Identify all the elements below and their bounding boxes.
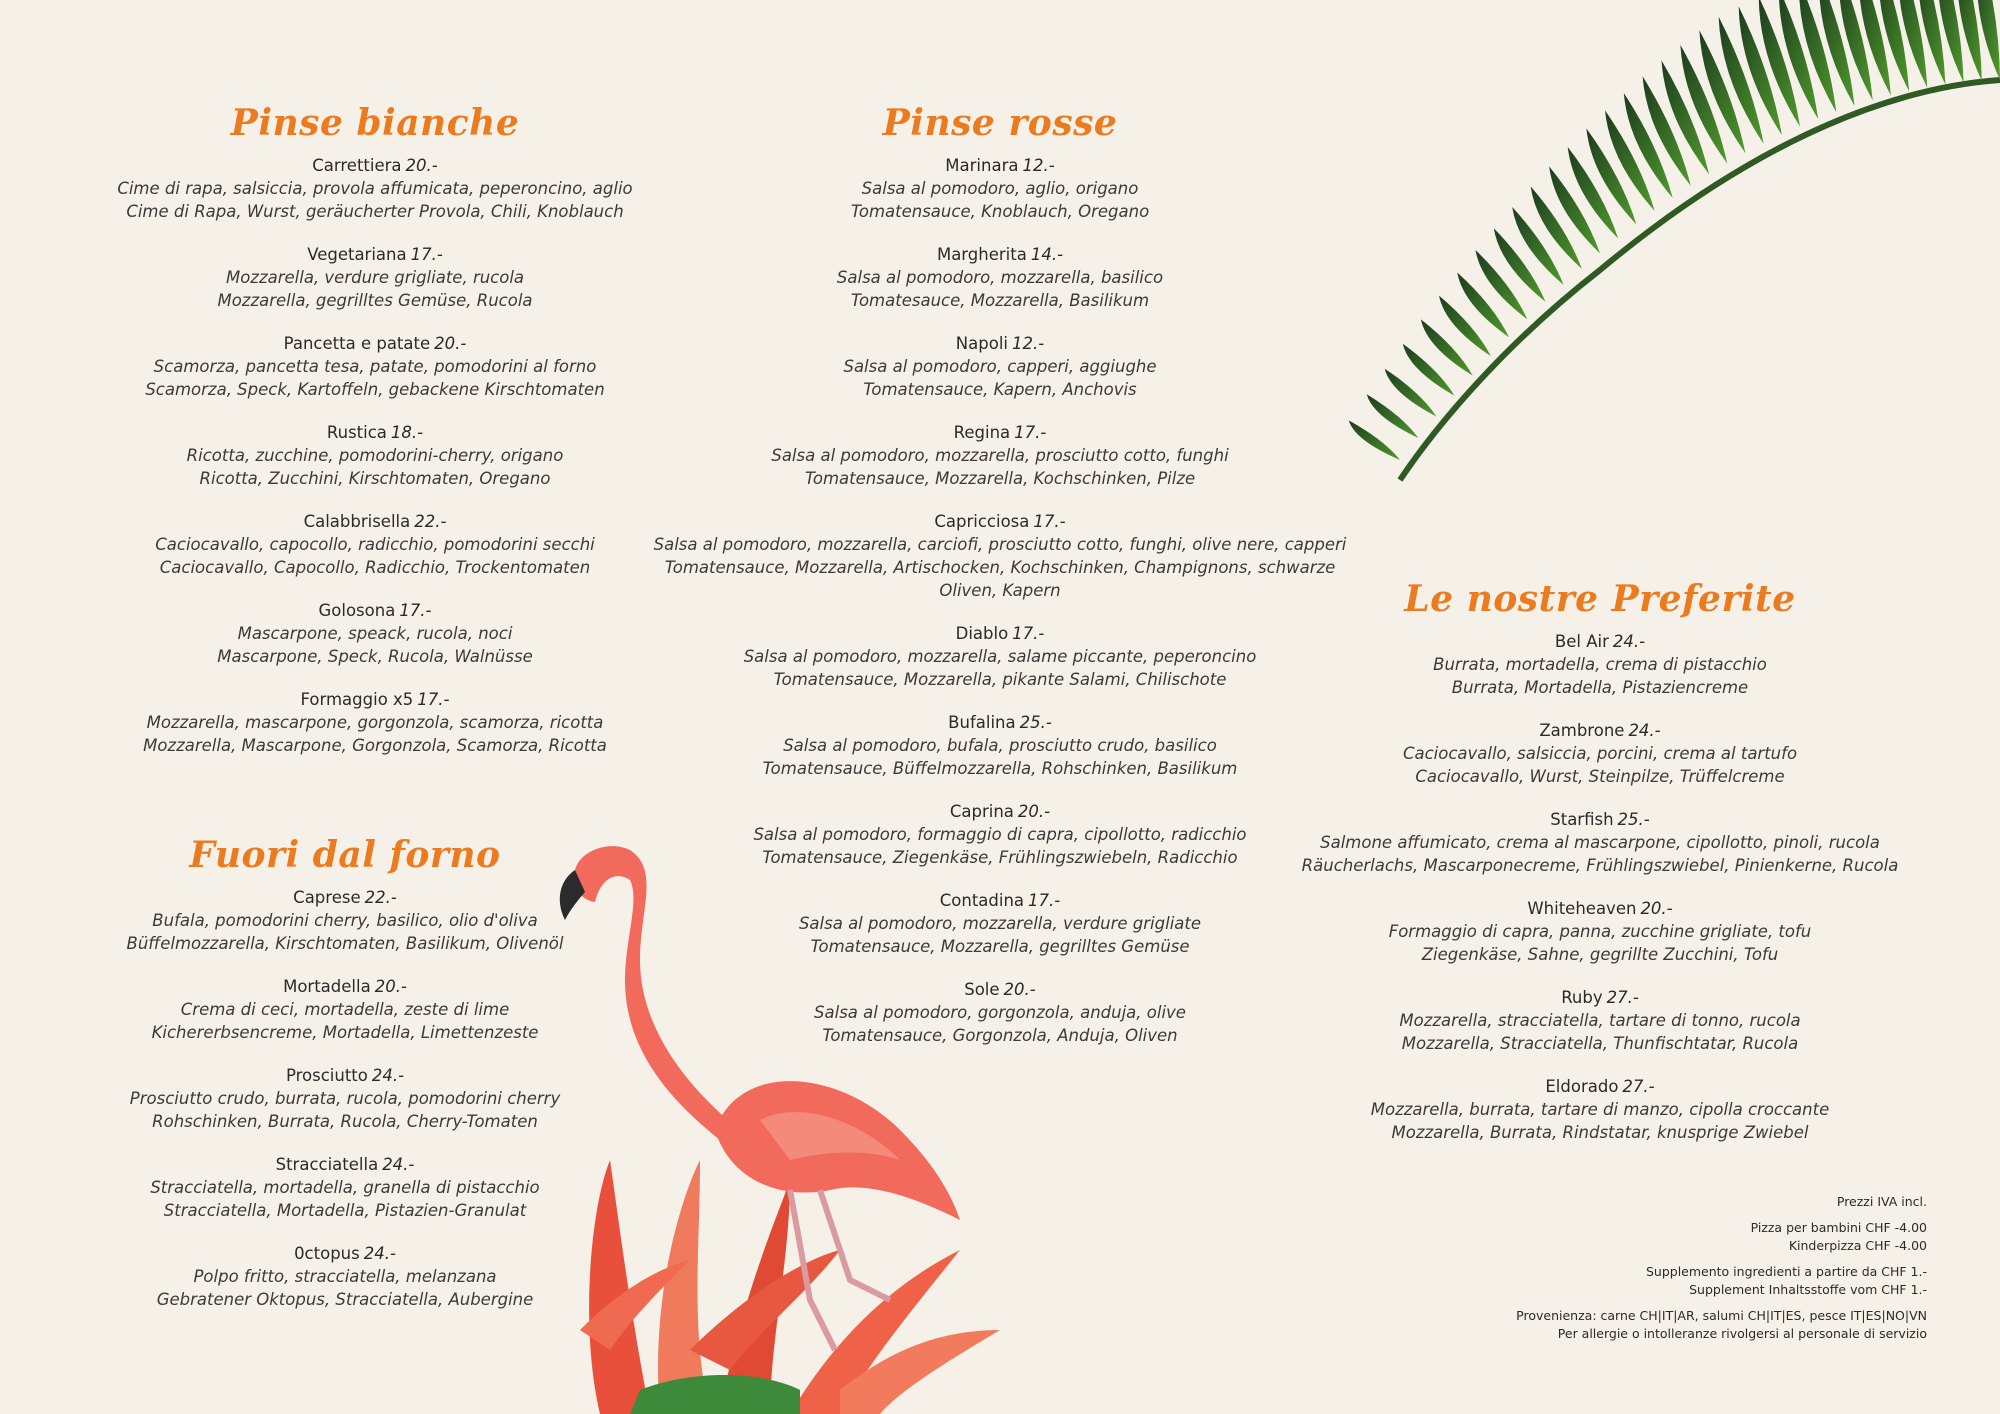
- menu-item-title: [100, 154, 650, 177]
- menu-item: [1290, 719, 1910, 788]
- menu-item-description-de: Tomatensauce, Mozzarella, Kochschinken, Pilze: [804, 469, 1196, 488]
- menu-item-price: 20.-: [1017, 802, 1051, 821]
- menu-item-title: [100, 599, 650, 622]
- footer-notes: [1516, 1193, 1927, 1351]
- menu-item-name: Formaggio x5: [300, 690, 414, 709]
- section-le-nostre-preferite: [1290, 578, 1910, 1164]
- menu-item-name: Rustica: [326, 423, 387, 442]
- menu-item-description-de: Cime di Rapa, Wurst, geräucherter Provola, Chili, Knoblauch: [126, 202, 624, 221]
- allergy-note: Per allergie o intolleranze rivolgersi al personale di servizio: [1557, 1326, 1927, 1341]
- menu-item-title: [650, 978, 1350, 1001]
- menu-item-name: Whiteheaven: [1527, 899, 1637, 918]
- menu-item-title: [650, 711, 1350, 734]
- menu-item-title: [650, 800, 1350, 823]
- menu-item-name: Golosona: [318, 601, 396, 620]
- menu-item-description-de: Gebratener Oktopus, Stracciatella, Aubergine: [156, 1290, 534, 1309]
- menu-item: [1290, 1075, 1910, 1144]
- menu-item-description-it: Caciocavallo, capocollo, radicchio, pomodorini secchi: [155, 535, 595, 554]
- menu-item-price: 14.-: [1030, 245, 1064, 264]
- menu-item: [100, 599, 650, 668]
- menu-item-title: [110, 975, 580, 998]
- menu-item-name: Margherita: [936, 245, 1027, 264]
- menu-item-description-de: Stracciatella, Mortadella, Pistazien-Granulat: [163, 1201, 527, 1220]
- menu-item-description-it: Salsa al pomodoro, gorgonzola, anduja, olive: [814, 1003, 1186, 1022]
- menu-item-name: Prosciutto: [285, 1066, 368, 1085]
- menu-item-description-it: Burrata, mortadella, crema di pistacchio: [1433, 655, 1767, 674]
- menu-item: [650, 622, 1350, 691]
- menu-item-price: 27.-: [1622, 1077, 1655, 1096]
- menu-item-name: Vegetariana: [307, 245, 407, 264]
- menu-item-name: Marinara: [945, 156, 1019, 175]
- menu-item-description-it: Mascarpone, speack, rucola, noci: [237, 624, 513, 643]
- menu-item-price: 18.-: [390, 423, 424, 442]
- menu-item: [650, 332, 1350, 401]
- palm-leaf-illustration: [1300, 0, 2000, 490]
- menu-item-description-it: Bufala, pomodorini cherry, basilico, olio d'oliva: [152, 911, 538, 930]
- menu-item-title: [650, 332, 1350, 355]
- menu-item-description-de: Mascarpone, Speck, Rucola, Walnüsse: [217, 647, 533, 666]
- menu-item-description-it: Stracciatella, mortadella, granella di pistacchio: [150, 1178, 540, 1197]
- menu-item-price: 17.-: [410, 245, 443, 264]
- menu-item-description-it: Ricotta, zucchine, pomodorini-cherry, origano: [186, 446, 564, 465]
- menu-item-description-de: Tomatesauce, Mozzarella, Basilikum: [850, 291, 1150, 310]
- palm-leaflet: [1367, 394, 1418, 438]
- section-fuori-dal-forno: [110, 834, 580, 1331]
- menu-item-name: Diablo: [955, 624, 1009, 643]
- menu-item: [100, 332, 650, 401]
- menu-item-name: Sole: [964, 980, 1000, 999]
- menu-item-title: [110, 1242, 580, 1265]
- menu-item-price: 17.-: [417, 690, 450, 709]
- menu-item-price: 24.-: [371, 1066, 405, 1085]
- menu-item-description-de: Büffelmozzarella, Kirschtomaten, Basilikum, Olivenöl: [126, 934, 564, 953]
- menu-item-name: Caprina: [949, 802, 1014, 821]
- menu-item-description-it: Formaggio di capra, panna, zucchine grigliate, tofu: [1388, 922, 1812, 941]
- menu-item: [650, 243, 1350, 312]
- menu-item-title: [1290, 897, 1910, 920]
- menu-item-description-de: Räucherlachs, Mascarponecreme, Frühlingszwiebel, Pinienkerne, Rucola: [1301, 856, 1899, 875]
- menu-item-description-it: Salsa al pomodoro, mozzarella, carciofi, prosciutto cotto, funghi, olive nere, capperi: [653, 535, 1347, 554]
- menu-item-price: 20.-: [1003, 980, 1036, 999]
- menu-item-name: Napoli: [955, 334, 1008, 353]
- menu-item-price: 17.-: [1033, 512, 1066, 531]
- menu-item: [110, 1064, 580, 1133]
- menu-item-name: 0ctopus: [294, 1244, 360, 1263]
- menu-item-name: Capricciosa: [934, 512, 1030, 531]
- menu-item-title: [110, 1064, 580, 1087]
- menu-item: [650, 889, 1350, 958]
- menu-item: [650, 800, 1350, 869]
- menu-item: [650, 510, 1350, 602]
- menu-item-description-it: Prosciutto crudo, burrata, rucola, pomodorini cherry: [129, 1089, 561, 1108]
- menu-item: [100, 421, 650, 490]
- origin-note: Provenienza: carne CH|IT|AR, salumi CH|IT|ES, pesce IT|ES|NO|VN: [1516, 1308, 1927, 1323]
- menu-item-description-it: Salsa al pomodoro, mozzarella, prosciutto cotto, funghi: [771, 446, 1229, 465]
- menu-item-title: [1290, 986, 1910, 1009]
- menu-item-description-it: Salsa al pomodoro, capperi, aggiughe: [843, 357, 1157, 376]
- menu-item-title: [1290, 808, 1910, 831]
- menu-item-title: [650, 421, 1350, 444]
- menu-item-name: Bel Air: [1554, 632, 1609, 651]
- menu-item: [100, 688, 650, 757]
- supplement-note-de: Supplement Inhaltsstoffe vom CHF 1.-: [1689, 1282, 1927, 1297]
- menu-item-name: Stracciatella: [275, 1155, 379, 1174]
- section-pinse-bianche: [100, 102, 650, 777]
- menu-item-description-de: Kichererbsencreme, Mortadella, Limettenzeste: [151, 1023, 539, 1042]
- menu-item-price: 17.-: [1014, 423, 1047, 442]
- menu-item-name: Pancetta e patate: [283, 334, 431, 353]
- menu-item-description-de: Tomatensauce, Büffelmozzarella, Rohschinken, Basilikum: [762, 759, 1238, 778]
- menu-item-price: 22.-: [364, 888, 397, 907]
- menu-item-title: [110, 1153, 580, 1176]
- menu-item-description-de: Mozzarella, Burrata, Rindstatar, knusprige Zwiebel: [1391, 1123, 1809, 1142]
- menu-item-price: 25.-: [1019, 713, 1052, 732]
- menu-item-description-de: Mozzarella, Stracciatella, Thunfischtatar, Rucola: [1401, 1034, 1799, 1053]
- section-title: Pinse bianche: [230, 102, 520, 144]
- menu-item-price: 20.-: [374, 977, 407, 996]
- menu-item-description-it: Cime di rapa, salsiccia, provola affumicata, peperoncino, aglio: [117, 179, 633, 198]
- menu-item-title: [1290, 719, 1910, 742]
- menu-item-description-de: Mozzarella, Mascarpone, Gorgonzola, Scamorza, Ricotta: [143, 736, 607, 755]
- menu-item: [650, 711, 1350, 780]
- menu-item-title: [1290, 1075, 1910, 1098]
- menu-item-description-de: Ziegenkäse, Sahne, gegrillte Zucchini, Tofu: [1421, 945, 1779, 964]
- menu-item-description-it: Mozzarella, burrata, tartare di manzo, cipolla croccante: [1370, 1100, 1830, 1119]
- menu-item-price: 27.-: [1606, 988, 1639, 1007]
- menu-item: [1290, 986, 1910, 1055]
- menu-item-description-it: Salsa al pomodoro, mozzarella, salame piccante, peperoncino: [743, 647, 1257, 666]
- menu-item: [650, 421, 1350, 490]
- menu-item-title: [650, 243, 1350, 266]
- menu-item-price: 17.-: [1028, 891, 1061, 910]
- menu-item-description-it: Polpo fritto, stracciatella, melanzana: [193, 1267, 497, 1286]
- menu-item: [1290, 630, 1910, 699]
- menu-item-name: Eldorado: [1545, 1077, 1619, 1096]
- menu-item-name: Caprese: [293, 888, 361, 907]
- menu-item-description-de: Caciocavallo, Wurst, Steinpilze, Trüffelcreme: [1415, 767, 1785, 786]
- menu-item-title: [650, 154, 1350, 177]
- menu-item-description-de: Scamorza, Speck, Kartoffeln, gebackene Kirschtomaten: [145, 380, 605, 399]
- menu-item-description-de: Ricotta, Zucchini, Kirschtomaten, Oregano: [199, 469, 551, 488]
- menu-item-description-de: Tomatensauce, Gorgonzola, Anduja, Oliven: [822, 1026, 1178, 1045]
- menu-item: [100, 243, 650, 312]
- vat-note: Prezzi IVA incl.: [1836, 1194, 1927, 1209]
- menu-item-price: 12.-: [1012, 334, 1045, 353]
- menu-item-description-de: Tomatensauce, Ziegenkäse, Frühlingszwiebeln, Radicchio: [762, 848, 1238, 867]
- menu-item-price: 17.-: [399, 601, 432, 620]
- menu-item-title: [100, 421, 650, 444]
- menu-item-description-it: Mozzarella, stracciatella, tartare di tonno, rucola: [1399, 1011, 1801, 1030]
- menu-item: [110, 975, 580, 1044]
- menu-item: [1290, 897, 1910, 966]
- menu-item-price: 17.-: [1012, 624, 1045, 643]
- menu-item-name: Mortadella: [283, 977, 371, 996]
- menu-item-description-it: Salmone affumicato, crema al mascarpone, cipollotto, pinoli, rucola: [1320, 833, 1880, 852]
- menu-item-title: [100, 510, 650, 533]
- menu-item: [650, 978, 1350, 1047]
- menu-item: [100, 510, 650, 579]
- menu-item-title: [650, 889, 1350, 912]
- menu-item-description-de: Tomatensauce, Kapern, Anchovis: [863, 380, 1137, 399]
- menu-item-price: 24.-: [1628, 721, 1661, 740]
- menu-item: [110, 886, 580, 955]
- menu-item-title: [100, 243, 650, 266]
- menu-item-price: 22.-: [414, 512, 447, 531]
- menu-item-name: Zambrone: [1539, 721, 1625, 740]
- menu-item-price: 20.-: [1640, 899, 1673, 918]
- menu-item-description-it: Salsa al pomodoro, formaggio di capra, cipollotto, radicchio: [753, 825, 1247, 844]
- menu-item-title: [650, 510, 1350, 533]
- menu-item-name: Calabbrisella: [303, 512, 411, 531]
- menu-item-description-it: Mozzarella, verdure grigliate, rucola: [225, 268, 525, 287]
- section-title: Fuori dal forno: [189, 834, 501, 876]
- menu-item-price: 12.-: [1022, 156, 1055, 175]
- menu-item-description-it: Salsa al pomodoro, mozzarella, basilico: [836, 268, 1164, 287]
- menu-item-price: 24.-: [363, 1244, 396, 1263]
- menu-item-description-de: Burrata, Mortadella, Pistaziencreme: [1451, 678, 1749, 697]
- menu-item-description-de: Caciocavallo, Capocollo, Radicchio, Trockentomaten: [159, 558, 591, 577]
- menu-item-price: 20.-: [405, 156, 438, 175]
- menu-item-description-de: Tomatensauce, Mozzarella, pikante Salami, Chilischote: [773, 670, 1227, 689]
- menu-item-price: 24.-: [382, 1155, 415, 1174]
- menu-item-description-it: Crema di ceci, mortadella, zeste di lime: [180, 1000, 510, 1019]
- menu-item-title: [1290, 630, 1910, 653]
- kids-pizza-note-it: Pizza per bambini CHF -4.00: [1750, 1220, 1927, 1235]
- menu-item: [100, 154, 650, 223]
- palm-leaflet: [1349, 420, 1400, 460]
- menu-item-title: [100, 332, 650, 355]
- menu-item-description-it: Salsa al pomodoro, bufala, prosciutto crudo, basilico: [783, 736, 1217, 755]
- menu-item-name: Bufalina: [948, 713, 1016, 732]
- menu-item-title: [100, 688, 650, 711]
- menu-item-description-it: Salsa al pomodoro, aglio, origano: [861, 179, 1139, 198]
- menu-item-title: [650, 622, 1350, 645]
- menu-item: [650, 154, 1350, 223]
- menu-item-description-it: Salsa al pomodoro, mozzarella, verdure grigliate: [798, 914, 1202, 933]
- menu-item-price: 20.-: [434, 334, 467, 353]
- menu-item-name: Carrettiera: [312, 156, 402, 175]
- section-pinse-rosse: [650, 102, 1350, 1067]
- section-title: Le nostre Preferite: [1404, 578, 1796, 620]
- menu-item-description-it: Caciocavallo, salsiccia, porcini, crema al tartufo: [1402, 744, 1798, 763]
- menu-item: [110, 1242, 580, 1311]
- supplement-note-it: Supplemento ingredienti a partire da CHF 1.-: [1645, 1264, 1927, 1279]
- menu-item-description-it: Scamorza, pancetta tesa, patate, pomodorini al forno: [153, 357, 597, 376]
- menu-item-price: 24.-: [1612, 632, 1646, 651]
- section-title: Pinse rosse: [882, 102, 1118, 144]
- kids-pizza-note-de: Kinderpizza CHF -4.00: [1788, 1238, 1927, 1253]
- menu-item: [1290, 808, 1910, 877]
- menu-item-description-de: Mozzarella, gegrilltes Gemüse, Rucola: [217, 291, 533, 310]
- menu-item-name: Starfish: [1550, 810, 1614, 829]
- menu-item-description-de: Rohschinken, Burrata, Rucola, Cherry-Tomaten: [152, 1112, 538, 1131]
- menu-item-name: Regina: [953, 423, 1011, 442]
- menu-item-description-it: Mozzarella, mascarpone, gorgonzola, scamorza, ricotta: [146, 713, 604, 732]
- menu-item-description-de: Tomatensauce, Knoblauch, Oregano: [850, 202, 1150, 221]
- menu-item-name: Contadina: [939, 891, 1025, 910]
- menu-item-name: Ruby: [1561, 988, 1603, 1007]
- menu-item-price: 25.-: [1617, 810, 1650, 829]
- menu-item-description-de: Tomatensauce, Mozzarella, Artischocken, Kochschinken, Champignons, schwarze Oliven, Kapern: [664, 558, 1336, 600]
- menu-item: [110, 1153, 580, 1222]
- menu-item-description-de: Tomatensauce, Mozzarella, gegrilltes Gemüse: [810, 937, 1190, 956]
- menu-item-title: [110, 886, 580, 909]
